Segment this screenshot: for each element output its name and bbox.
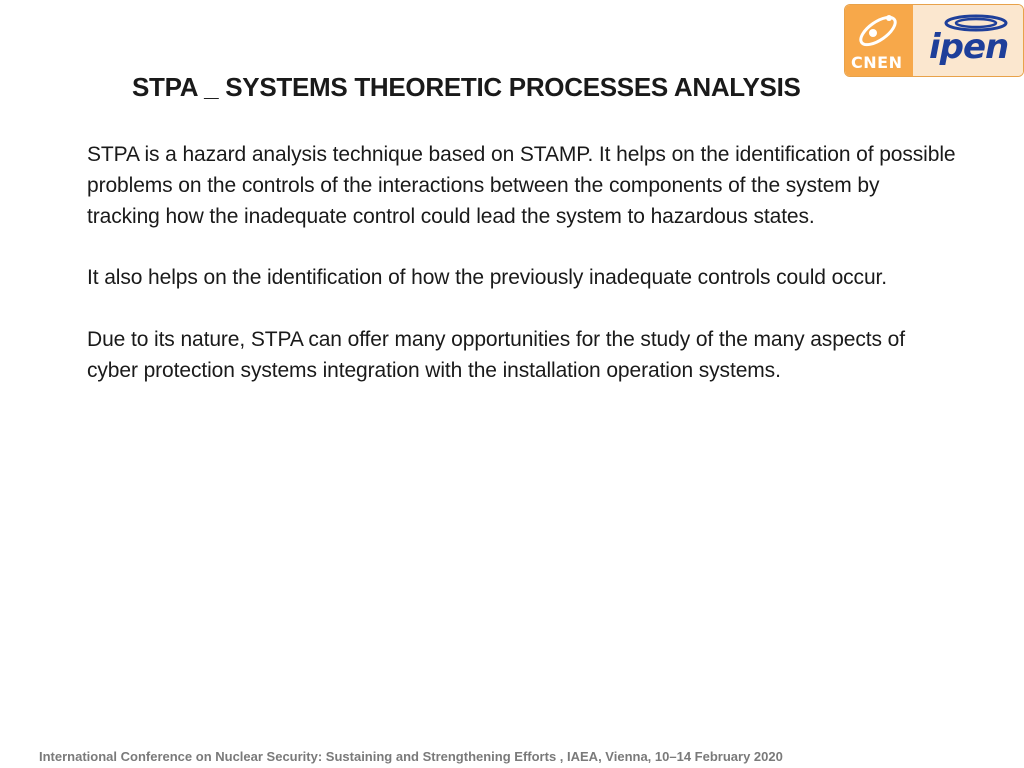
cnen-atom-icon [853,9,903,53]
paragraph-stpa-definition: STPA is a hazard analysis technique based on STAMP. It helps on the identification of possible problems on the controls of the interactions between the components of the system by tracking how the inadequate control could lead the system to hazardous states. [87,143,956,228]
institution-logos [844,4,1024,77]
cnen-logo [845,5,913,76]
paragraph-cyber-protection: Due to its nature, STPA can offer many opportunities for the study of the many aspects of cyber protection systems integration with the installation operation systems. [87,328,905,382]
cnen-logo-text: CNEN [851,53,903,72]
slide-footer: International Conference on Nuclear Security: Sustaining and Strengthening Efforts , IAEA, Vienna, 10–14 February 2020 [39,749,783,764]
ipen-logo-text: ipen [929,27,1009,67]
slide-title: STPA _ SYSTEMS THEORETIC PROCESSES ANALYSIS [132,72,801,102]
slide-body [87,140,957,418]
paragraph-inadequate-controls: It also helps on the identification of how the previously inadequate controls could occur. [87,266,888,290]
ipen-logo [913,5,1023,76]
